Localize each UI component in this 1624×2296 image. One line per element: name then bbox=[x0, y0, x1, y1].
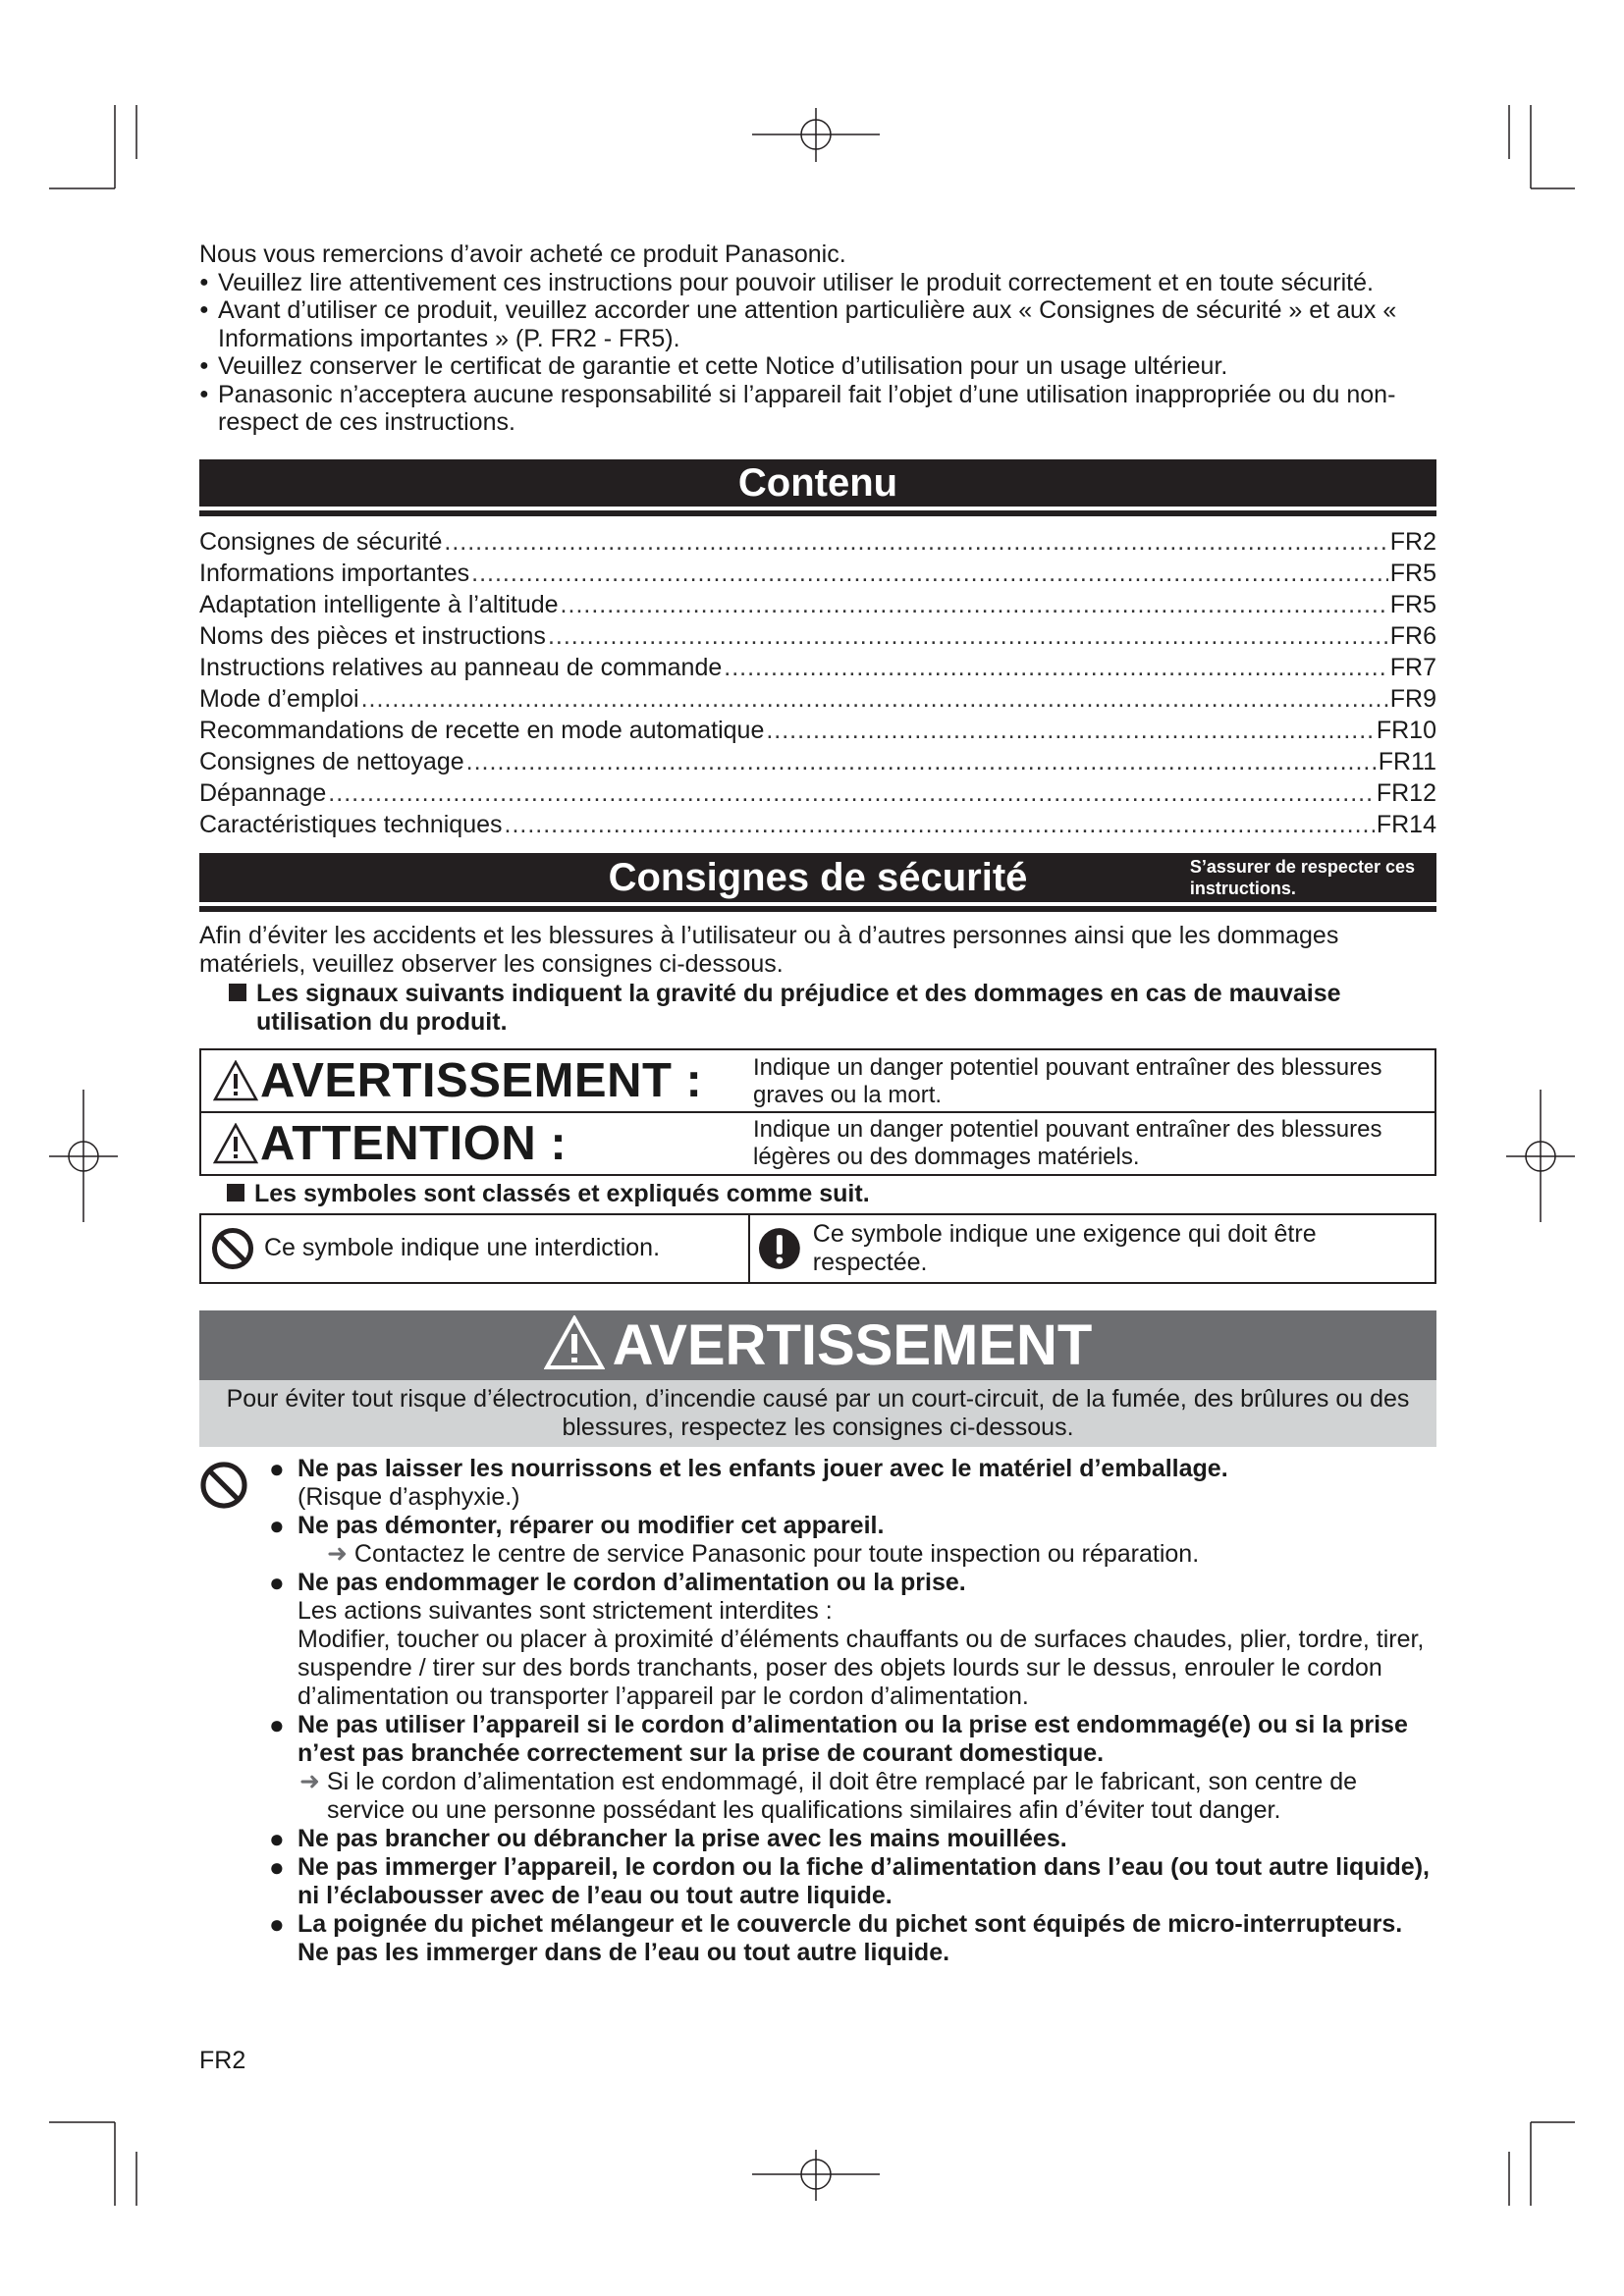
intro-bullet: ● Panasonic n’acceptera aucune responsabilité si l’appareil fait l’objet d’une utilisation inappropriée ou du non-respect de ces instructions. bbox=[199, 380, 1396, 436]
toc-entry[interactable]: Mode d’emploi ..... FR9 bbox=[199, 683, 1436, 715]
warning-item: ● Ne pas immerger l’appareil, le cordon ou la fiche d’alimentation dans l’eau (ou tout autre liquide), ni l’éclabousser avec de l’eau ou tout autre liquide. bbox=[269, 1851, 1430, 1909]
warning-item: ● Ne pas utiliser l’appareil si le cordon d’alimentation ou la prise est endommagé(e) ou si la prise n’est pas branchée correctement sur la prise de courant domestique. ➜ Si le cordon d’alimentation est endommagé, il doit être remplacé par le fabricant, son centre de service ou une personne possédant les qualifications similaires afin d’éviter tout danger. bbox=[269, 1709, 1408, 1824]
mandatory-icon bbox=[758, 1227, 801, 1270]
prohibition-icon bbox=[199, 1461, 248, 1510]
level-label: AVERTISSEMENT : bbox=[260, 1053, 703, 1107]
warning-triangle-icon bbox=[213, 1060, 258, 1101]
toc-entry[interactable]: Informations importantes ..... FR5 bbox=[199, 558, 1436, 589]
toc-entry[interactable]: Consignes de sécurité ..... FR2 bbox=[199, 526, 1436, 558]
page-number: FR2 bbox=[199, 2047, 246, 2074]
safety-header bbox=[199, 853, 1436, 902]
severity-levels bbox=[199, 1048, 1436, 1176]
contents-header bbox=[199, 459, 1436, 507]
safety-rule bbox=[199, 906, 1436, 912]
bullet-dot-icon: ● bbox=[269, 1567, 285, 1597]
warning-item: ● La poignée du pichet mélangeur et le couvercle du pichet sont équipés de micro-interrupteurs. Ne pas les immerger dans de l’eau ou tout autre liquide. bbox=[269, 1908, 1403, 1966]
safety-intro: Afin d’éviter les accidents et les blessures à l’utilisateur ou à d’autres personnes ainsi que les dommages matériels, veuillez observer les consignes ci-dessous. bbox=[199, 921, 1339, 978]
intro-bullet: ● Avant d’utiliser ce produit, veuillez accorder une attention particulière aux « Consignes de sécurité » et aux « Informations importantes » (P. FR2 - FR5). bbox=[199, 296, 1397, 352]
warning-item: ● Ne pas endommager le cordon d’alimentation ou la prise. Les actions suivantes sont strictement interdites : Modifier, toucher ou placer à proximité d’éléments chauffants ou de surfaces chaudes, plier, tordre, tirer, suspendre / tirer sur des bords tranchants, poser des objets lourds sur le dessus, enrouler le cordon d’alimentation ou transporter l’appareil par le cordon d’alimentation. bbox=[269, 1567, 1425, 1710]
level-description: Indique un danger potentiel pouvant entraîner des blessures graves ou la mort. bbox=[753, 1053, 1382, 1108]
toc-entry[interactable]: Recommandations de recette en mode automatique ..... FR10 bbox=[199, 715, 1436, 746]
bullet-dot-icon: ● bbox=[269, 1709, 285, 1739]
square-bullet-icon bbox=[229, 984, 246, 1001]
table-of-contents bbox=[199, 526, 1436, 840]
bullet-dot-icon: ● bbox=[269, 1823, 285, 1853]
toc-entry[interactable]: Consignes de nettoyage ..... FR11 bbox=[199, 746, 1436, 777]
bullet-dot-icon: ● bbox=[269, 1453, 285, 1483]
bullet-dot-icon: ● bbox=[199, 357, 209, 374]
contents-rule bbox=[199, 510, 1436, 516]
prohibition-icon bbox=[211, 1227, 254, 1270]
page-content bbox=[199, 240, 1436, 1967]
arrow-icon: ➜ bbox=[327, 1539, 354, 1568]
level-description: Indique un danger potentiel pouvant entraîner des blessures légères ou des dommages matériels. bbox=[753, 1115, 1382, 1170]
toc-entry[interactable]: Adaptation intelligente à l’altitude ..... FR5 bbox=[199, 589, 1436, 620]
level-warning bbox=[201, 1050, 1435, 1113]
warning-panel-subtitle: Pour éviter tout risque d’électrocution, d’incendie causé par un court-circuit, de la fumée, des brûlures ou des blessures, respectez les consignes ci-dessous. bbox=[199, 1380, 1436, 1447]
bullet-dot-icon: ● bbox=[199, 301, 209, 318]
intro-bullet: ● Veuillez lire attentivement ces instructions pour pouvoir utiliser le produit correctement et en toute sécurité. bbox=[199, 268, 1374, 296]
toc-entry[interactable]: Noms des pièces et instructions ..... FR6 bbox=[199, 620, 1436, 652]
signals-heading: Les signaux suivants indiquent la gravité du préjudice et des dommages en cas de mauvaise utilisation du produit. bbox=[227, 980, 1436, 1037]
level-label: ATTENTION : bbox=[260, 1116, 568, 1170]
intro-section bbox=[199, 240, 1436, 437]
warning-list bbox=[269, 1453, 1436, 1967]
warning-triangle-icon bbox=[213, 1123, 258, 1164]
bullet-dot-icon: ● bbox=[269, 1510, 285, 1540]
warning-triangle-icon bbox=[544, 1315, 605, 1370]
bullet-dot-icon: ● bbox=[199, 273, 209, 291]
requirement-text: Ce symbole indique une exigence qui doit être respectée. bbox=[812, 1219, 1317, 1276]
bullet-dot-icon: ● bbox=[269, 1908, 285, 1939]
intro-thanks: Nous vous remercions d’avoir acheté ce produit Panasonic. bbox=[199, 240, 846, 268]
prohibition-text: Ce symbole indique une interdiction. bbox=[264, 1234, 661, 1261]
symbols-heading: Les symboles sont classés et expliqués comme suit. bbox=[227, 1180, 1436, 1208]
toc-entry[interactable]: Caractéristiques techniques ..... FR14 bbox=[199, 809, 1436, 840]
warning-item: ● Ne pas laisser les nourrissons et les enfants jouer avec le matériel d’emballage. (Risque d’asphyxie.) bbox=[269, 1453, 1228, 1511]
toc-entry[interactable]: Dépannage ..... FR12 bbox=[199, 777, 1436, 809]
contents-title: Contenu bbox=[737, 460, 898, 505]
symbols-legend bbox=[199, 1213, 1436, 1284]
warning-panel-title: AVERTISSEMENT bbox=[612, 1312, 1093, 1377]
bullet-dot-icon: ● bbox=[269, 1851, 285, 1882]
warning-panel-header bbox=[199, 1310, 1436, 1380]
toc-entry[interactable]: Instructions relatives au panneau de commande ..... FR7 bbox=[199, 652, 1436, 683]
warning-item: ● Ne pas démonter, réparer ou modifier cet appareil. ➜ Contactez le centre de service Panasonic pour toute inspection ou réparation. bbox=[269, 1510, 1200, 1568]
safety-title: Consignes de sécurité bbox=[608, 855, 1028, 899]
level-caution bbox=[201, 1113, 1435, 1174]
bullet-dot-icon: ● bbox=[199, 385, 209, 402]
intro-bullet: ● Veuillez conserver le certificat de garantie et cette Notice d’utilisation pour un usage ultérieur. bbox=[199, 352, 1228, 380]
warning-item: ● Ne pas brancher ou débrancher la prise avec les mains mouillées. bbox=[269, 1823, 1067, 1853]
square-bullet-icon bbox=[227, 1184, 244, 1201]
safety-note: S’assurer de respecter ces instructions. bbox=[1189, 856, 1415, 898]
arrow-icon: ➜ bbox=[299, 1767, 327, 1795]
